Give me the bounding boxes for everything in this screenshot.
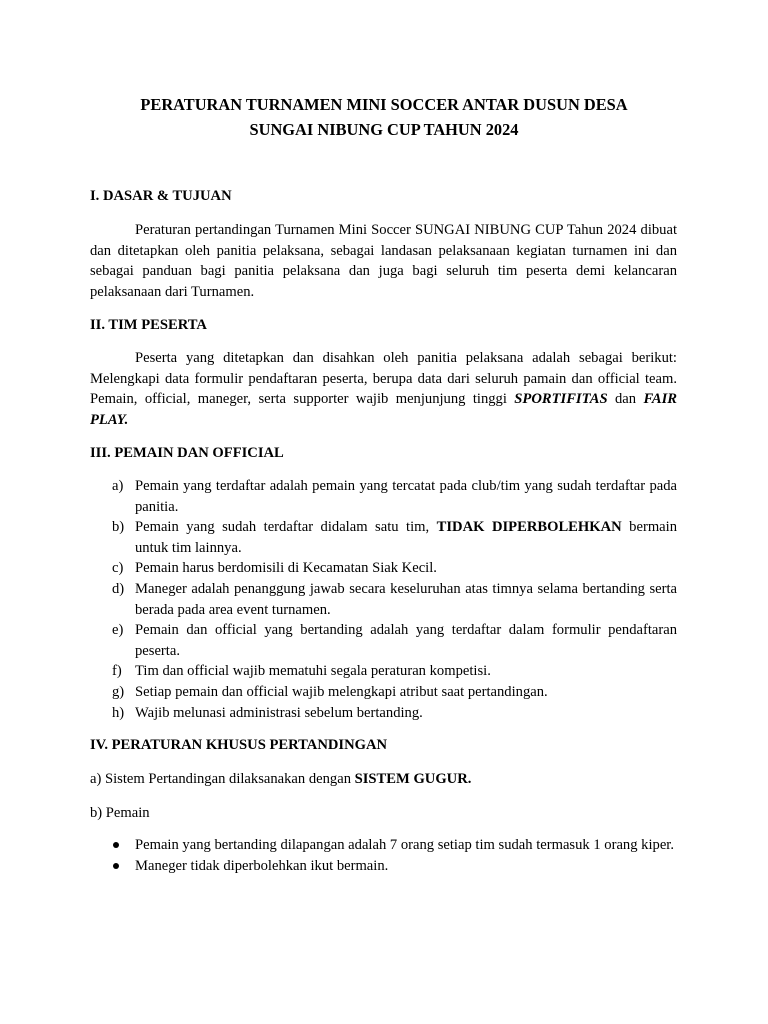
pemain-bullet-list	[90, 835, 677, 876]
list-item	[90, 579, 677, 620]
rules-list	[90, 476, 677, 723]
bullet-item	[90, 856, 677, 877]
rule-text: a) Sistem Pertandingan dilaksanakan dengan	[90, 771, 355, 787]
paragraph-text: Peserta yang ditetapkan dan disahkan oleh panitia pelaksana adalah sebagai berikut: Melengkapi data formulir pendaftaran peserta, berupa data dari seluruh pamain dan official team. Pemain, official, maneger, serta supporter wajib menjunjung tinggi	[90, 350, 677, 408]
bullet-item-text: Maneger tidak diperbolehkan ikut bermain.	[135, 857, 389, 874]
list-marker: e)	[112, 622, 124, 639]
list-marker: g)	[112, 683, 125, 700]
list-item	[90, 517, 677, 558]
list-marker: d)	[112, 580, 125, 597]
list-item	[90, 476, 677, 517]
section-heading-pemain-official: III. PEMAIN DAN OFFICIAL	[90, 445, 284, 461]
list-item	[90, 682, 677, 703]
list-marker: h)	[112, 704, 125, 721]
list-item-text: Pemain harus berdomisili di Kecamatan Siak Kecil.	[135, 560, 437, 577]
list-item-text: Pemain dan official yang bertanding adalah yang terdaftar dalam formulir pendaftaran peserta.	[135, 622, 677, 659]
document-title	[90, 92, 678, 142]
list-marker: b)	[112, 519, 125, 536]
bullet-icon	[113, 863, 119, 869]
section-paragraph-tim-peserta	[90, 348, 677, 430]
list-marker: c)	[112, 560, 124, 577]
paragraph-text-middle: dan	[607, 391, 644, 408]
emphasis-sportifitas: SPORTIFITAS	[514, 391, 608, 408]
list-item	[90, 661, 677, 682]
list-item	[90, 558, 677, 579]
bullet-item-text: Pemain yang bertanding dilapangan adalah 7 orang setiap tim sudah termasuk 1 orang kiper.	[135, 837, 675, 853]
title-line-2: SUNGAI NIBUNG CUP TAHUN 2024	[249, 120, 519, 139]
rule-sistem-pertandingan	[90, 769, 471, 790]
list-marker: f)	[112, 663, 122, 680]
emphasis-tidak-diperbolehkan: TIDAK DIPERBOLEHKAN	[436, 519, 622, 536]
list-item-text: Maneger adalah penanggung jawab secara keseluruhan atas timnya selama bertanding serta berada pada area event turnamen.	[135, 580, 677, 618]
emphasis-sistem-gugur: SISTEM GUGUR.	[354, 771, 472, 787]
list-marker: a)	[112, 478, 124, 494]
list-item-text-after: bermain untuk tim lainnya.	[135, 519, 678, 556]
bullet-item	[90, 835, 677, 856]
list-item	[90, 703, 677, 724]
list-item-text: Setiap pemain dan official wajib melengkapi atribut saat pertandingan.	[135, 683, 548, 700]
list-item-text: Pemain yang sudah terdaftar didalam satu tim,	[135, 519, 437, 536]
emphasis-fair-play: FAIR PLAY.	[90, 391, 677, 428]
list-item	[90, 620, 677, 661]
section-paragraph-dasar-tujuan: Peraturan pertandingan Turnamen Mini Soccer SUNGAI NIBUNG CUP Tahun 2024 dibuat dan ditetapkan oleh panitia pelaksana, sebagai landasan pelaksanaan kegiatan turnamen ini dan sebagai panduan bagi panitia pelaksana dan juga bagi seluruh tim peserta demi kelancaran pelaksanaan dari Turnamen.	[90, 222, 677, 300]
title-line-1: PERATURAN TURNAMEN MINI SOCCER ANTAR DUSUN DESA	[140, 95, 628, 114]
section-heading-peraturan-khusus: IV. PERATURAN KHUSUS PERTANDINGAN	[90, 737, 388, 753]
list-item-text: Wajib melunasi administrasi sebelum bertanding.	[135, 704, 423, 721]
rule-pemain-label: b) Pemain	[90, 805, 150, 821]
bullet-icon	[113, 842, 119, 848]
list-item-text: Tim dan official wajib mematuhi segala peraturan kompetisi.	[135, 663, 491, 680]
list-item-text: Pemain yang terdaftar adalah pemain yang tercatat pada club/tim yang sudah terdaftar pada panitia.	[135, 478, 677, 515]
section-heading-tim-peserta: II. TIM PESERTA	[90, 317, 207, 333]
section-heading-dasar-tujuan: I. DASAR & TUJUAN	[90, 188, 232, 204]
